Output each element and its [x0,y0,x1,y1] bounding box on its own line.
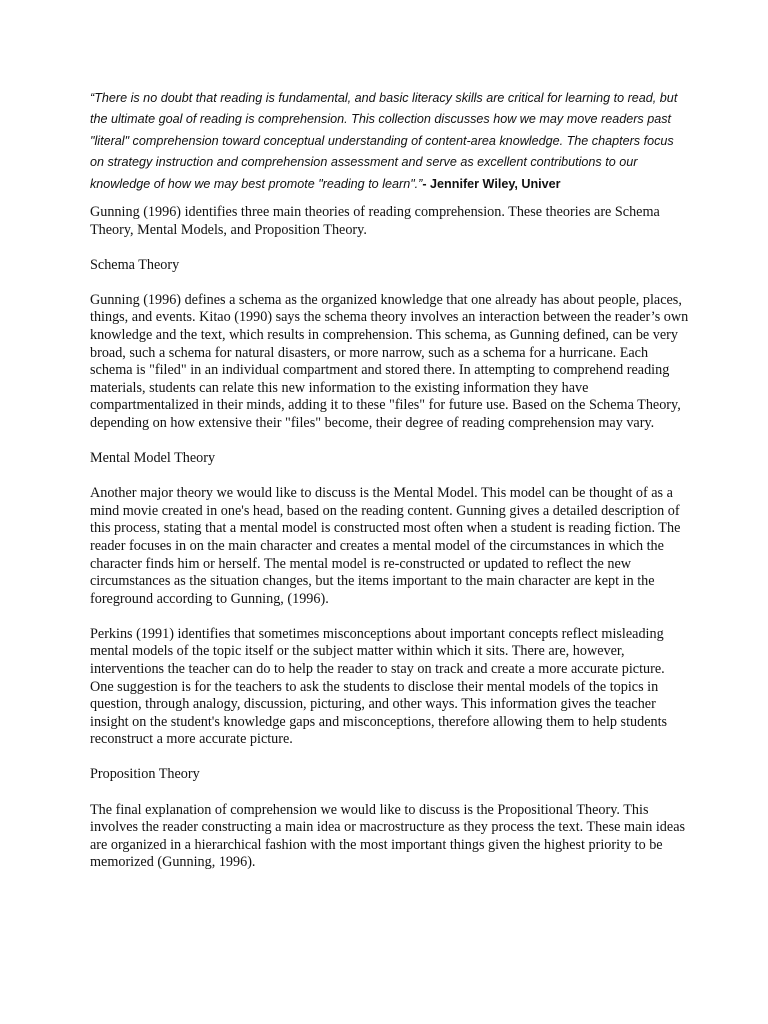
mental-model-heading: Mental Model Theory [90,450,216,467]
mental-model-paragraph-2: Perkins (1991) identifies that sometimes misconceptions about important concepts reflect misleading mental models of the topic itself or the subject matter within which it sits. There are, however, interventions the teacher can do to help the reader to stay on track and create a more accurate picture. One suggestion is for the teachers to ask the students to disclose their mental models of the topics in question, through analogy, discussion, picturing, and other ways. This information gives the teacher insight on the student's knowledge gaps and misconceptions, therefore allowing them to help students reconstruct a more accurate picture. [90,625,668,748]
quote-attribution: - Jennifer Wiley, Univer [422,176,561,191]
mental-model-paragraph-1: Another major theory we would like to discuss is the Mental Model. This model can be thought of as a mind movie created in one's head, based on the reading content. Gunning gives a detailed description of this process, stating that a mental model is constructed most often when a student is reading fiction. The reader focuses in on the main character and creates a mental model of the circumstances in which the character finds him or herself. The mental model is re-constructed or updated to reflect the new circumstances as the situation changes, but the items important to the main character are kept in the foreground according to Gunning, (1996). [90,485,681,607]
document-body [90,204,690,889]
intro-paragraph: Gunning (1996) identifies three main theories of reading comprehension. These theories are Schema Theory, Mental Models, and Proposition Theory. [90,204,660,238]
proposition-theory-paragraph: The final explanation of comprehension we would like to discuss is the Propositional Theory. This involves the reader constructing a main idea or macrostructure as they process the text. These main ideas are organized in a hierarchical fashion with the most important things given the highest priority to be memorized (Gunning, 1996). [90,801,686,871]
quote-text: “There is no doubt that reading is fundamental, and basic literacy skills are critical for learning to read, but the ultimate goal of reading is comprehension. This collection discusses how we may move readers past "literal" comprehension toward conceptual understanding of content-area knowledge. The chapters focus on strategy instruction and comprehension assessment and serve as excellent contributions to our knowledge of how we may best promote "reading to learn".” [90,91,678,191]
schema-theory-paragraph: Gunning (1996) defines a schema as the organized knowledge that one already has about people, places, things, and events. Kitao (1990) says the schema theory involves an interaction between the reader’s own knowledge and the text, which results in comprehension. This schema, as Gunning defined, can be very broad, such a schema for natural disasters, or more narrow, such as a schema for a hurricane. Each schema is "filed" in an individual compartment and stored there. In attempting to comprehend reading materials, students can relate this new information to the existing information they have compartmentalized in their minds, adding it to these "files" for future use. Based on the Schema Theory, depending on how extensive their "files" become, their degree of reading comprehension may vary. [90,291,689,431]
proposition-theory-heading: Proposition Theory [90,766,200,783]
schema-theory-heading: Schema Theory [90,256,180,273]
epigraph-quote [90,88,690,195]
